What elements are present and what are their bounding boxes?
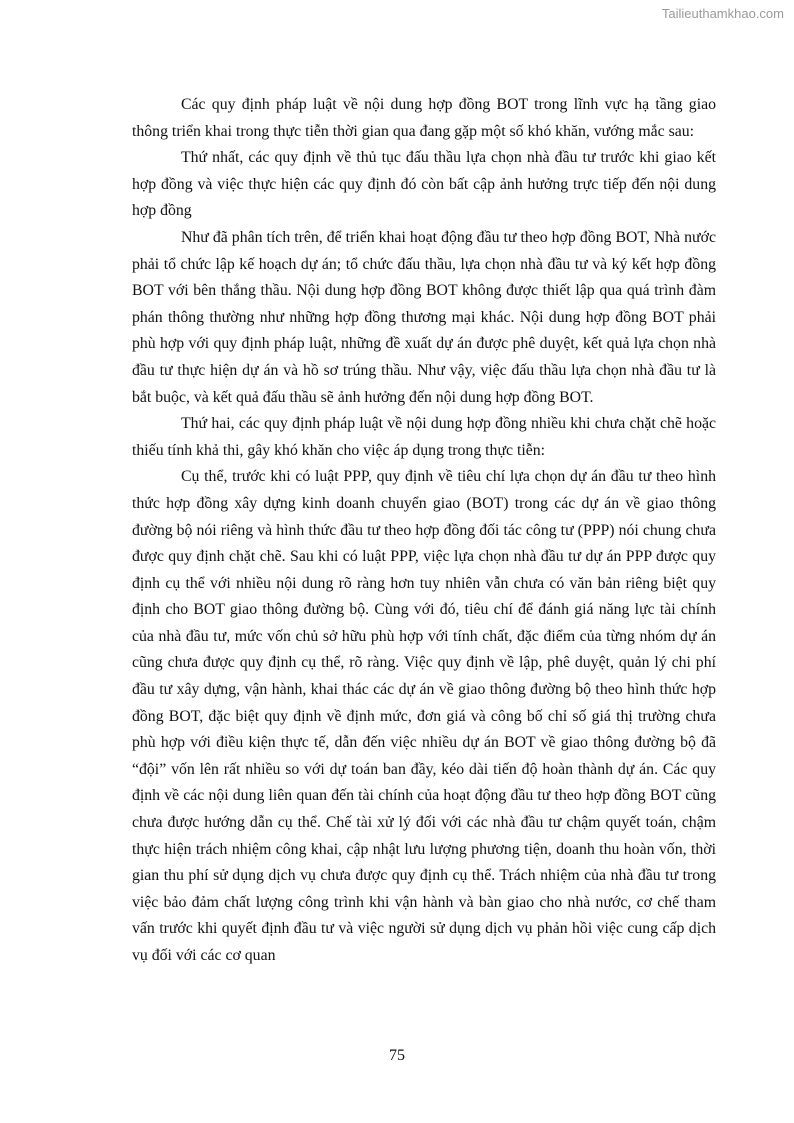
paragraph-2: Thứ nhất, các quy định về thủ tục đấu thầu lựa chọn nhà đầu tư trước khi giao kết hợp đồng và việc thực hiện các quy định đó còn bất cập ảnh hưởng trực tiếp đến nội dung hợp đồng xyxy=(132,149,716,220)
watermark: Tailieuthamkhao.com xyxy=(661,6,784,21)
paragraph-4: Thứ hai, các quy định pháp luật về nội dung hợp đồng nhiều khi chưa chặt chẽ hoặc thiếu tính khả thi, gây khó khăn cho việc áp dụng trong thực tiễn: xyxy=(132,415,716,459)
paragraph-3: Như đã phân tích trên, để triển khai hoạt động đầu tư theo hợp đồng BOT, Nhà nước phải tổ chức lập kế hoạch dự án; tổ chức đấu thầu, lựa chọn nhà đầu tư và ký kết hợp đồng BOT với bên thắng thầu. Nội dung hợp đồng BOT không được thiết lập qua quá trình đàm phán thông thường như những hợp đồng thương mại khác. Nội dung hợp đồng BOT phải phù hợp với quy định pháp luật, những đề xuất dự án được phê duyệt, kết quả lựa chọn nhà đầu tư thực hiện dự án và hồ sơ trúng thầu. Như vậy, việc đấu thầu lựa chọn nhà đầu tư là bắt buộc, và kết quả đấu thầu sẽ ảnh hưởng đến nội dung hợp đồng BOT. xyxy=(132,228,716,406)
paragraph-1: Các quy định pháp luật về nội dung hợp đồng BOT trong lĩnh vực hạ tầng giao thông triển khai trong thực tiễn thời gian qua đang gặp một số khó khăn, vướng mắc sau: xyxy=(132,96,716,140)
document-body xyxy=(132,92,716,970)
paragraph-5: Cụ thể, trước khi có luật PPP, quy định về tiêu chí lựa chọn dự án đầu tư theo hình thức hợp đồng xây dựng kinh doanh chuyển giao (BOT) trong các dự án về giao thông đường bộ nói riêng và hình thức đầu tư theo hợp đồng đối tác công tư (PPP) nói chung chưa được quy định chặt chẽ. Sau khi có luật PPP, việc lựa chọn nhà đầu tư dự án PPP được quy định cụ thể với nhiều nội dung rõ ràng hơn tuy nhiên vẫn chưa có văn bản riêng biệt quy định cho BOT giao thông đường bộ. Cùng với đó, tiêu chí để đánh giá năng lực tài chính của nhà đầu tư, mức vốn chủ sở hữu phù hợp với tính chất, đặc điểm của từng nhóm dự án cũng chưa được quy định cụ thể, rõ ràng. Việc quy định về lập, phê duyệt, quản lý chi phí đầu tư xây dựng, vận hành, khai thác các dự án về giao thông đường bộ theo hình thức hợp đồng BOT, đặc biệt quy định về định mức, đơn giá và công bố chỉ số giá thị trường chưa phù hợp với điều kiện thực tế, dẫn đến việc nhiều dự án BOT về giao thông đường bộ đã “đội” vốn lên rất nhiều so với dự toán ban đầy, kéo dài tiến độ hoàn thành dự án. Các quy định về các nội dung liên quan đến tài chính của hoạt động đầu tư theo hợp đồng BOT cũng chưa được hướng dẫn cụ thể. Chế tài xử lý đối với các nhà đầu tư chậm quyết toán, chậm thực hiện trách nhiệm công khai, cập nhật lưu lượng phương tiện, doanh thu hoàn vốn, thời gian thu phí sử dụng dịch vụ chưa được quy định cụ thể. Trách nhiệm của nhà đầu tư trong việc bảo đảm chất lượng công trình khi vận hành và bàn giao cho nhà nước, cơ chế tham vấn trước khi quyết định đầu tư và việc người sử dụng dịch vụ phản hồi việc cung cấp dịch vụ đối với các cơ quan xyxy=(132,468,716,964)
page-number: 75 xyxy=(389,1047,405,1064)
